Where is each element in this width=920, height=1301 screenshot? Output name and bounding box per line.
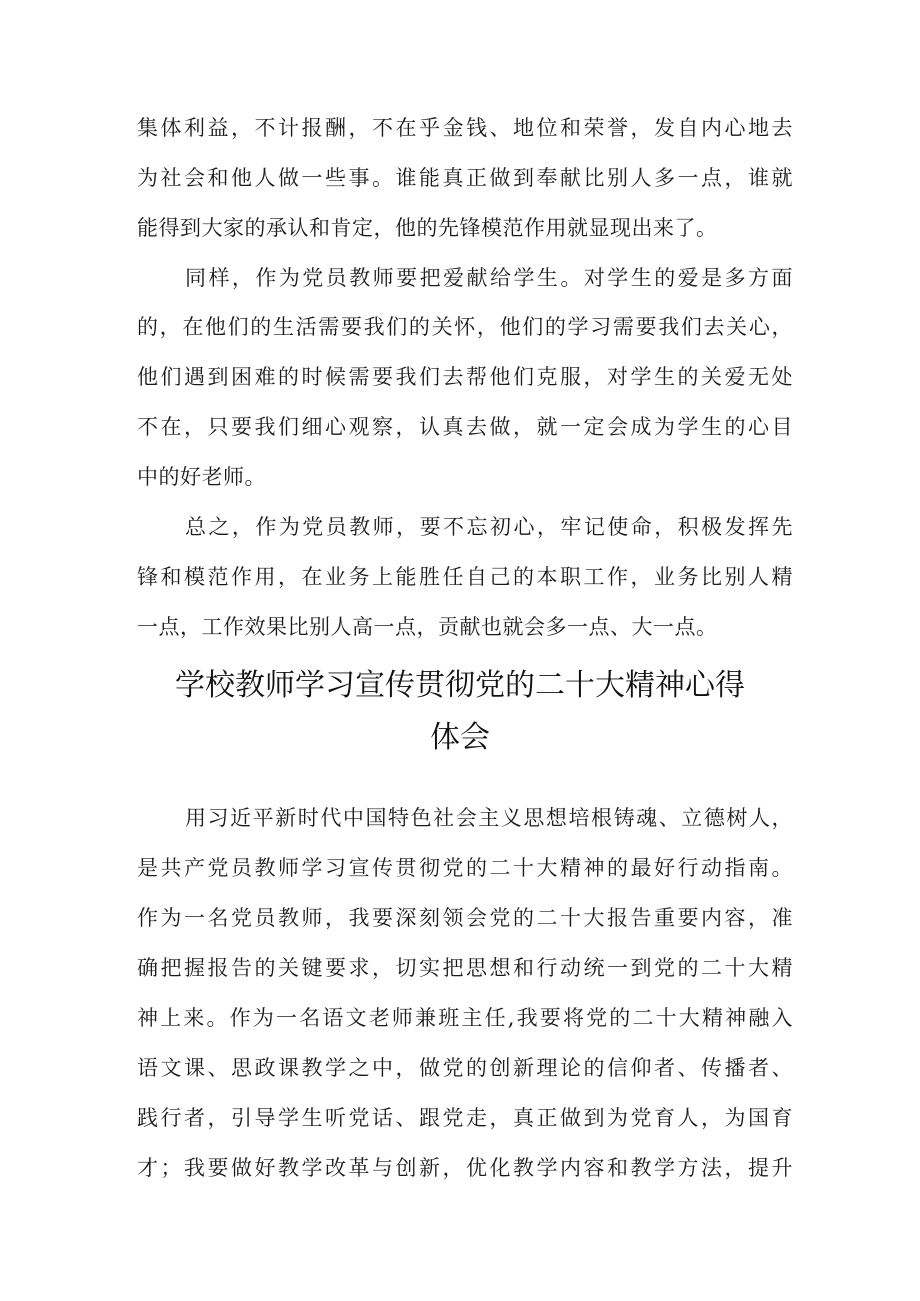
text-line: 能得到大家的承认和肯定，他的先锋模范作用就显现出来了。 <box>137 216 718 240</box>
text-line: 才；我要做好教学改革与创新，优化教学内容和教学方法，提升 <box>137 1156 793 1180</box>
text-line: 集体利益，不计报酬，不在乎金钱、地位和荣誉，发自内心地去 <box>137 116 793 140</box>
text-line: 语文课、思政课教学之中，做党的创新理论的信仰者、传播者、 <box>137 1056 793 1080</box>
text-line: 的，在他们的生活需要我们的关怀，他们的学习需要我们去关心， <box>137 315 793 339</box>
text-line: 为社会和他人做一些事。谁能真正做到奉献比别人多一点，谁就 <box>137 166 793 190</box>
text-line: 中的好老师。 <box>137 465 266 489</box>
text-line: 总之，作为党员教师，要不忘初心，牢记使命，积极发挥先 <box>185 515 793 539</box>
title-line: 体会 <box>430 720 490 755</box>
text-line: 确把握报告的关键要求，切实把思想和行动统一到党的二十大精 <box>137 956 793 980</box>
text-line: 不在，只要我们细心观察，认真去做，就一定会成为学生的心目 <box>137 415 793 439</box>
text-line: 是共产党员教师学习宣传贯彻党的二十大精神的最好行动指南。 <box>137 856 793 880</box>
text-line: 锋和模范作用，在业务上能胜任自己的本职工作，业务比别人精 <box>137 565 793 589</box>
text-line: 一点，工作效果比别人高一点，贡献也就会多一点、大一点。 <box>137 615 718 639</box>
text-line: 他们遇到困难的时候需要我们去帮他们克服，对学生的关爱无处 <box>137 365 793 389</box>
text-line: 同样，作为党员教师要把爱献给学生。对学生的爱是多方面 <box>185 266 793 290</box>
text-line: 用习近平新时代中国特色社会主义思想培根铸魂、立德树人， <box>185 806 793 830</box>
text-line: 践行者，引导学生听党话、跟党走，真正做到为党育人，为国育 <box>137 1106 793 1130</box>
title-line: 学校教师学习宣传贯彻党的二十大精神心得 <box>175 668 745 703</box>
text-line: 作为一名党员教师，我要深刻领会党的二十大报告重要内容，准 <box>137 906 793 930</box>
text-line: 神上来。作为一名语文老师兼班主任,我要将党的二十大精神融入 <box>137 1006 793 1030</box>
